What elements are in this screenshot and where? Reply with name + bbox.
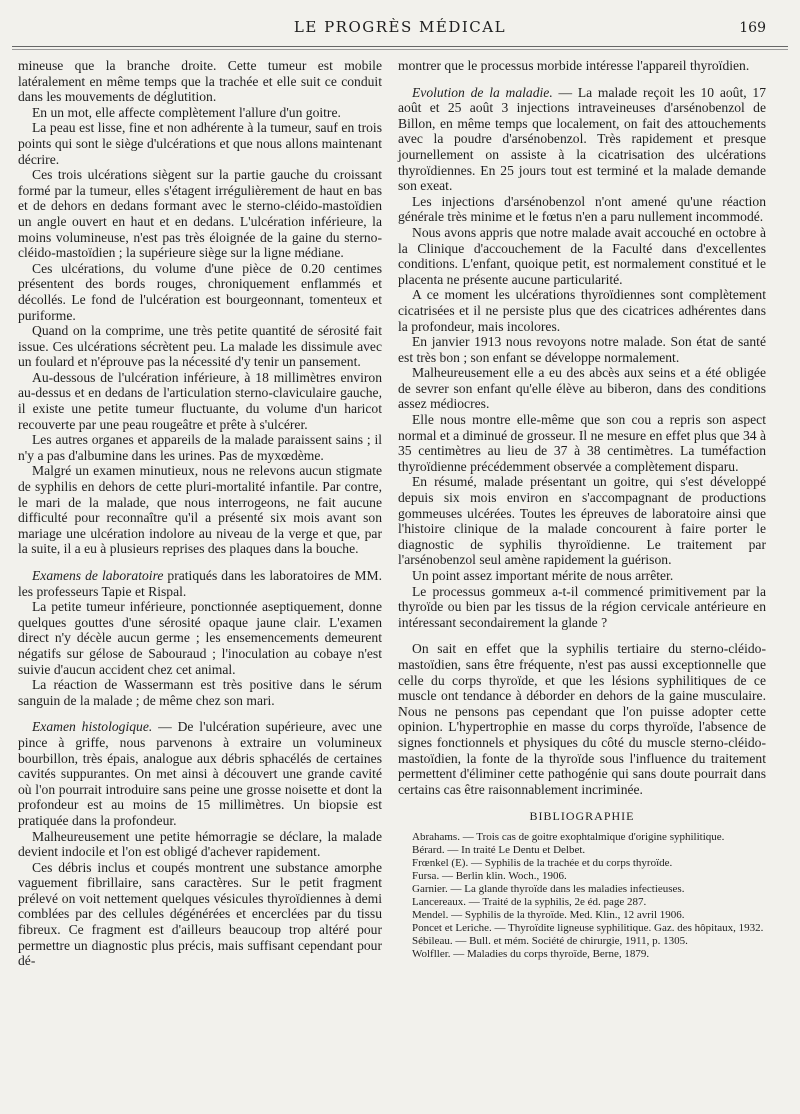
paragraph: Quand on la comprime, une très petite quantité de sérosité fait issue. Ces ulcérations sécrètent peu. La malade les dissimule avec un foulard et n'éprouve pas la nécessité d'y tenir un pansement. — [18, 323, 382, 370]
bibliography-entry: Wolfller. — Maladies du corps thyroïde, Berne, 1879. — [412, 947, 650, 960]
paragraph-text: — La malade reçoit les 10 août, 17 août et 25 août 3 injections intraveineuses d'arsénobenzol de Billon, en même temps que localement, on fait des attouchements avec la poudre d'arsénobenzol. Très rapidement et presque journellement on assiste à la cicatrisation des ulcérations thyroïdiennes. En 25 jours tout est terminé et la malade demande son exeat. — [398, 84, 766, 194]
paragraph: Le processus gommeux a-t-il commencé primitivement par la thyroïde ou bien par les tissus de la région cervicale antérieure en intéressant secondairement la glande ? — [398, 583, 766, 630]
paragraph: Les autres organes et appareils de la malade paraissent sains ; il n'y a pas d'albumine dans les urines. Pas de myxœdème. — [18, 432, 382, 463]
bibliography-entry: Frœnkel (E). — Syphilis de la trachée et du corps thyroïde. — [412, 856, 673, 869]
paragraph: La petite tumeur inférieure, ponctionnée aseptiquement, donne quelques gouttes d'une sérosité opaque jaune clair. L'examen direct n'y décèle aucun germe ; les ensemencements demeurent négatifs sur gélose de Sabouraud ; l'inoculation au cobaye n'est suivie d'aucun accident chez cet animal. — [18, 599, 382, 677]
paragraph: On sait en effet que la syphilis tertiaire du sterno-cléido-mastoïdien, sans être fréquente, n'est pas aussi exceptionnelle que celle du corps thyroïde, et que les lésions syphilitiques de ce muscle ont tendance à déborder en dehors de la gaine musculaire. Nous ne pensons pas cependant que l'on puisse adopter cette opinion. L'hypertrophie en masse du corps thyroïde, l'absence de signes fonctionnels et physiques du côté du muscle sterno-cléido-mastoïdien, la fonte de la thyroïde sous l'influence du traitement permettent d'éliminer cette pathogénie qui sans doute pourrait dans certains cas être raisonnablement incriminée. — [398, 641, 766, 797]
paragraph — [18, 719, 382, 828]
paragraph: Ces ulcérations, du volume d'une pièce de 0.20 centimes présentent des bords rouges, chroniquement enflammés et décollés. Le fond de l'ulcération est bourgeonnant, tomenteux et puriforme. — [18, 260, 382, 323]
paragraph — [398, 85, 766, 194]
page-number: 169 — [739, 20, 766, 36]
paragraph: Nous avons appris que notre malade avait accouché en octobre à la Clinique d'accouchement de la Faculté dans d'excellentes conditions. L'enfant, quoique petit, est normalement constitué et le placenta ne présente aucune particularité. — [398, 224, 766, 287]
bibliography-entry: Mendel. — Syphilis de la thyroïde. Med. Klin., 12 avril 1906. — [412, 908, 685, 921]
bibliography-entry: Lancereaux. — Traité de la syphilis, 2e éd. page 287. — [412, 895, 647, 908]
bibliography-entry: Garnier. — La glande thyroïde dans les maladies infectieuses. — [412, 882, 685, 895]
paragraph: Au-dessous de l'ulcération inférieure, à 18 millimètres environ au-dessus et en dedans de l'articulation sterno-claviculaire gauche, il existe une petite tumeur fluctuante, du volume d'un haricot recouverte par une peau rougeâtre et prête à s'ulcérer. — [18, 369, 382, 432]
bibliography-entry: Abrahams. — Trois cas de goitre exophtalmique d'origine syphilitique. — [412, 830, 725, 843]
paragraph: Les injections d'arsénobenzol n'ont amené qu'une réaction générale très minime et le fœtus n'en a paru nullement incommodé. — [398, 193, 766, 225]
paragraph — [18, 568, 382, 599]
bibliography-entry: Bérard. — In traité Le Dentu et Delbet. — [412, 843, 586, 856]
paragraph-text: — De l'ulcération supérieure, avec une pince à griffe, nous parvenons à extraire un volumineux bourbillon, très épais, analogue aux débris sphacélés de certaines cavités suppurantes. On met ainsi à découvert une grande cavité où l'on pourrait introduire sans peine une grosse noisette et dont la profondeur est au moins de 15 millimètres. Un biopsie est pratiquée dans la profondeur. — [18, 719, 382, 828]
left-column — [18, 58, 382, 969]
bibliography-entry: Fursa. — Berlin klin. Woch., 1906. — [412, 869, 567, 882]
right-column — [398, 58, 766, 961]
paragraph: Malheureusement une petite hémorragie se déclare, la malade devient indocile et l'on est obligé d'achever rapidement. — [18, 828, 382, 860]
paragraph: La peau est lisse, fine et non adhérente à la tumeur, sauf en trois points qui sont le siège d'ulcérations et que nous allons maintenant décrire. — [18, 120, 382, 167]
bibliography-entry: Poncet et Leriche. — Thyroïdite ligneuse syphilitique. Gaz. des hôpitaux, 1932. — [412, 921, 764, 934]
paragraph: En janvier 1913 nous revoyons notre malade. Son état de santé est très bon ; son enfant se développe normalement. — [398, 334, 766, 365]
paragraph: Malheureusement elle a eu des abcès aux seins et a été obligée de sevrer son enfant qu'elle élève au biberon, dans des conditions assez médiocres. — [398, 365, 766, 412]
paragraph: Malgré un examen minutieux, nous ne relevons aucun stigmate de syphilis en dehors de cette pluri-mortalité infantile. Par contre, le mari de la malade, que nous interrogeons, ne fait aucune difficulté pour reconnaître qu'il a présenté six mois avant son mariage une ulcération indolore au niveau de la verge et que, par la suite, il a eu à plusieurs reprises des plaques dans la bouche. — [18, 463, 382, 557]
bibliography-entry: Sébileau. — Bull. et mém. Société de chirurgie, 1911, p. 1305. — [412, 934, 688, 947]
paragraph: mineuse que la branche droite. Cette tumeur est mobile latéralement en même temps que la trachée et elle suit ce conduit dans les mouvements de déglutition. — [18, 58, 382, 105]
paragraph: Ces débris inclus et coupés montrent une substance amorphe vaguement fibrillaire, sans caractères. Sur le petit fragment prélevé on voit nettement quelques vésicules thyroïdiennes à demi comblées par des cellules dégénérées et encerclées par du tissu fibreux. Ce fragment est d'ailleurs beaucoup trop altéré pour permettre un diagnostic plus précis, mais suffisant cependant pour dé- — [18, 859, 382, 969]
bibliography-list — [398, 831, 766, 961]
paragraph: montrer que le processus morbide intéresse l'appareil thyroïdien. — [398, 58, 750, 73]
paragraph-text: pratiqués dans les laboratoires de MM. les professeurs Tapie et Rispal. — [18, 568, 382, 599]
paragraph: Ces trois ulcérations siègent sur la partie gauche du croissant formé par la tumeur, elles s'étagent irrégulièrement de haut en bas et de dehors en dedans formant avec le sterno-cléido-mastoïdien un angle ouvert en haut et en dedans. L'ulcération inférieure, la moins volumineuse, n'est pas très éloignée de la gaine du sterno-cléido-mastoïdien ; la supérieure siège sur la ligne médiane. — [18, 167, 382, 261]
page-header — [0, 18, 800, 48]
paragraph: Un point assez important mérite de nous arrêter. — [412, 568, 674, 583]
paragraph: A ce moment les ulcérations thyroïdiennes sont complètement cicatrisées et il ne persiste plus que des cicatrices adhérentes dans la profondeur, mais incolores. — [398, 287, 766, 334]
section-title: Evolution de la maladie. — [412, 84, 553, 100]
section-title: Examens de laboratoire — [32, 568, 164, 583]
header-rule — [12, 46, 788, 50]
paragraph: Elle nous montre elle-même que son cou a repris son aspect normal et a diminué de grosseur. Il ne mesure en effet plus que 34 à 35 centimètres au lieu de 37 à 38 centimètres. La tuméfaction thyroïdienne précédemment observée a complètement disparu. — [398, 412, 766, 474]
journal-title: LE PROGRÈS MÉDICAL — [293, 18, 507, 36]
paragraph: En résumé, malade présentant un goitre, qui s'est développé depuis six mois environ en s'accompagnant de productions gommeuses ulcérées. Toutes les épreuves de laboratoire ainsi que l'histoire clinique de la malade concourent à faire porter le diagnostic de syphilis thyroïdienne. Le traitement par l'arsénobenzol seul amène rapidement la guérison. — [398, 474, 766, 568]
paragraph: La réaction de Wassermann est très positive dans le sérum sanguin de la malade ; de même chez son mari. — [18, 677, 382, 708]
section-title: Examen histologique. — [32, 719, 153, 735]
bibliography-heading: BIBLIOGRAPHIE — [529, 809, 635, 824]
paragraph: En un mot, elle affecte complètement l'allure d'un goitre. — [32, 104, 341, 120]
